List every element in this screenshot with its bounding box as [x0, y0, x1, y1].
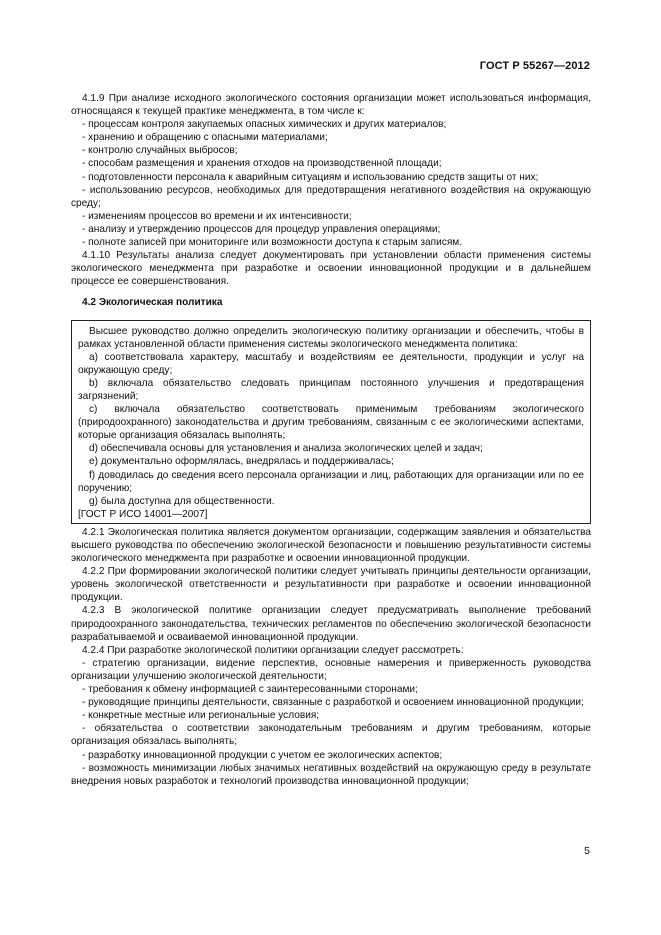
paragraph-4-1-10: 4.1.10 Результаты анализа следует документировать при установлении области применения системы экологического менеджмента при разработке и освоении инновационной продукции и в дальнейшем процессе ее совершенствования.	[71, 250, 591, 288]
list-item: - использованию ресурсов, необходимых для предотвращения негативного воздействия на окружающую среду;	[71, 184, 591, 209]
list-item: - полноте записей при мониторинге или возможности доступа к старым записям.	[82, 237, 463, 249]
list-item: - процессам контроля закупаемых опасных химических и других материалов;	[82, 119, 447, 131]
box-item: d) обеспечивала основы для установления и анализа экологических целей и задач;	[89, 443, 483, 455]
box-item: b) включала обязательство следовать принципам постоянного улучшения и предотвращения загрязнений;	[78, 377, 584, 402]
paragraph-4-2-1: 4.2.1 Экологическая политика является документом организации, содержащим заявления и обязательства высшего руководства по обеспечению экологической безопасности и повышению результативности системы экологического менеджмента при разработке и освоении инновационной продукции.	[71, 526, 591, 565]
list-item: - конкретные местные или региональные условия;	[82, 710, 320, 722]
list-item: - хранению и обращению с опасными материалами;	[82, 132, 328, 144]
paragraph-4-2-4-intro: 4.2.4 При разработке экологической политики организации следует рассмотреть:	[82, 644, 464, 656]
box-item: a) соответствовала характеру, масштабу и воздействиям ее деятельности, продукции и услуг на окружающую среду;	[78, 351, 584, 376]
list-item: - руководящие принципы деятельности, связанные с разработкой и освоением инновационной продукции;	[82, 697, 584, 709]
section-title-4-2: 4.2 Экологическая политика	[82, 297, 223, 309]
box-item: e) документально оформлялась, внедрялась и поддерживалась;	[89, 456, 394, 468]
box-intro: Высшее руководство должно определить экологическую политику организации и обеспечить, чтобы в рамках установленной области применения системы экологического менеджмента политика:	[78, 325, 584, 350]
box-source-reference: [ГОСТ Р ИСО 14001—2007]	[78, 508, 208, 520]
paragraph-4-2-3: 4.2.3 В экологической политике организации следует предусматривать выполнение требований природоохранного законодательства, технических регламентов по обеспечению экологической безопасности разрабатываемой и осваиваемой инновационной продукции.	[71, 605, 591, 643]
list-item: - контролю случайных выбросов;	[82, 145, 238, 157]
paragraph-4-2-2: 4.2.2 При формировании экологической политики следует учитывать принципы деятельности организации, уровень экологической ответственности и результативности при разработке и освоении инновационной продукции.	[71, 566, 591, 604]
list-item: - требования к обмену информацией с заинтересованными сторонами;	[82, 684, 418, 696]
list-item: - подготовленности персонала к аварийным ситуациям и использованию средств защиты от них;	[82, 171, 539, 183]
list-item: - стратегию организации, видение перспектив, основные намерения и приверженность руководства организации улучшению экологической деятельности;	[71, 657, 591, 682]
box-item: f) доводилась до сведения всего персонала организации и лиц, работающих для организации или по ее поручению;	[78, 469, 584, 494]
paragraph-4-1-9-intro: 4.1.9 При анализе исходного экологического состояния организации может использоваться информация, относящаяся к текущей практике менеджмента, в том числе к:	[71, 93, 591, 118]
box-item: c) включала обязательство соответствовать применимым требованиям экологического (природоохранного) законодательства и другим требованиям, связанным с ее экологическими аспектами, которые организация обязалась выполнять;	[78, 404, 584, 442]
list-item: - обязательства о соответствии законодательным требованиям и другим требованиям, которые организация обязалась выполнять;	[71, 723, 591, 748]
list-item: - разработку инновационной продукции с учетом ее экологических аспектов;	[82, 749, 443, 761]
document-body	[71, 92, 591, 788]
document-header-id: ГОСТ Р 55267—2012	[479, 60, 590, 72]
page-number: 5	[584, 845, 590, 857]
list-item: - анализу и утверждению процессов для процедур управления операциями;	[82, 223, 441, 235]
box-item: g) была доступна для общественности.	[89, 495, 275, 507]
list-item: - возможность минимизации любых значимых негативных воздействий на окружающую среду в результате внедрения новых разработок и технологий производства инновационной продукции;	[71, 762, 591, 787]
quoted-standard-box	[71, 320, 591, 524]
list-item: - изменениям процессов во времени и их интенсивности;	[82, 210, 352, 222]
list-item: - способам размещения и хранения отходов на производственной площади;	[82, 158, 442, 170]
